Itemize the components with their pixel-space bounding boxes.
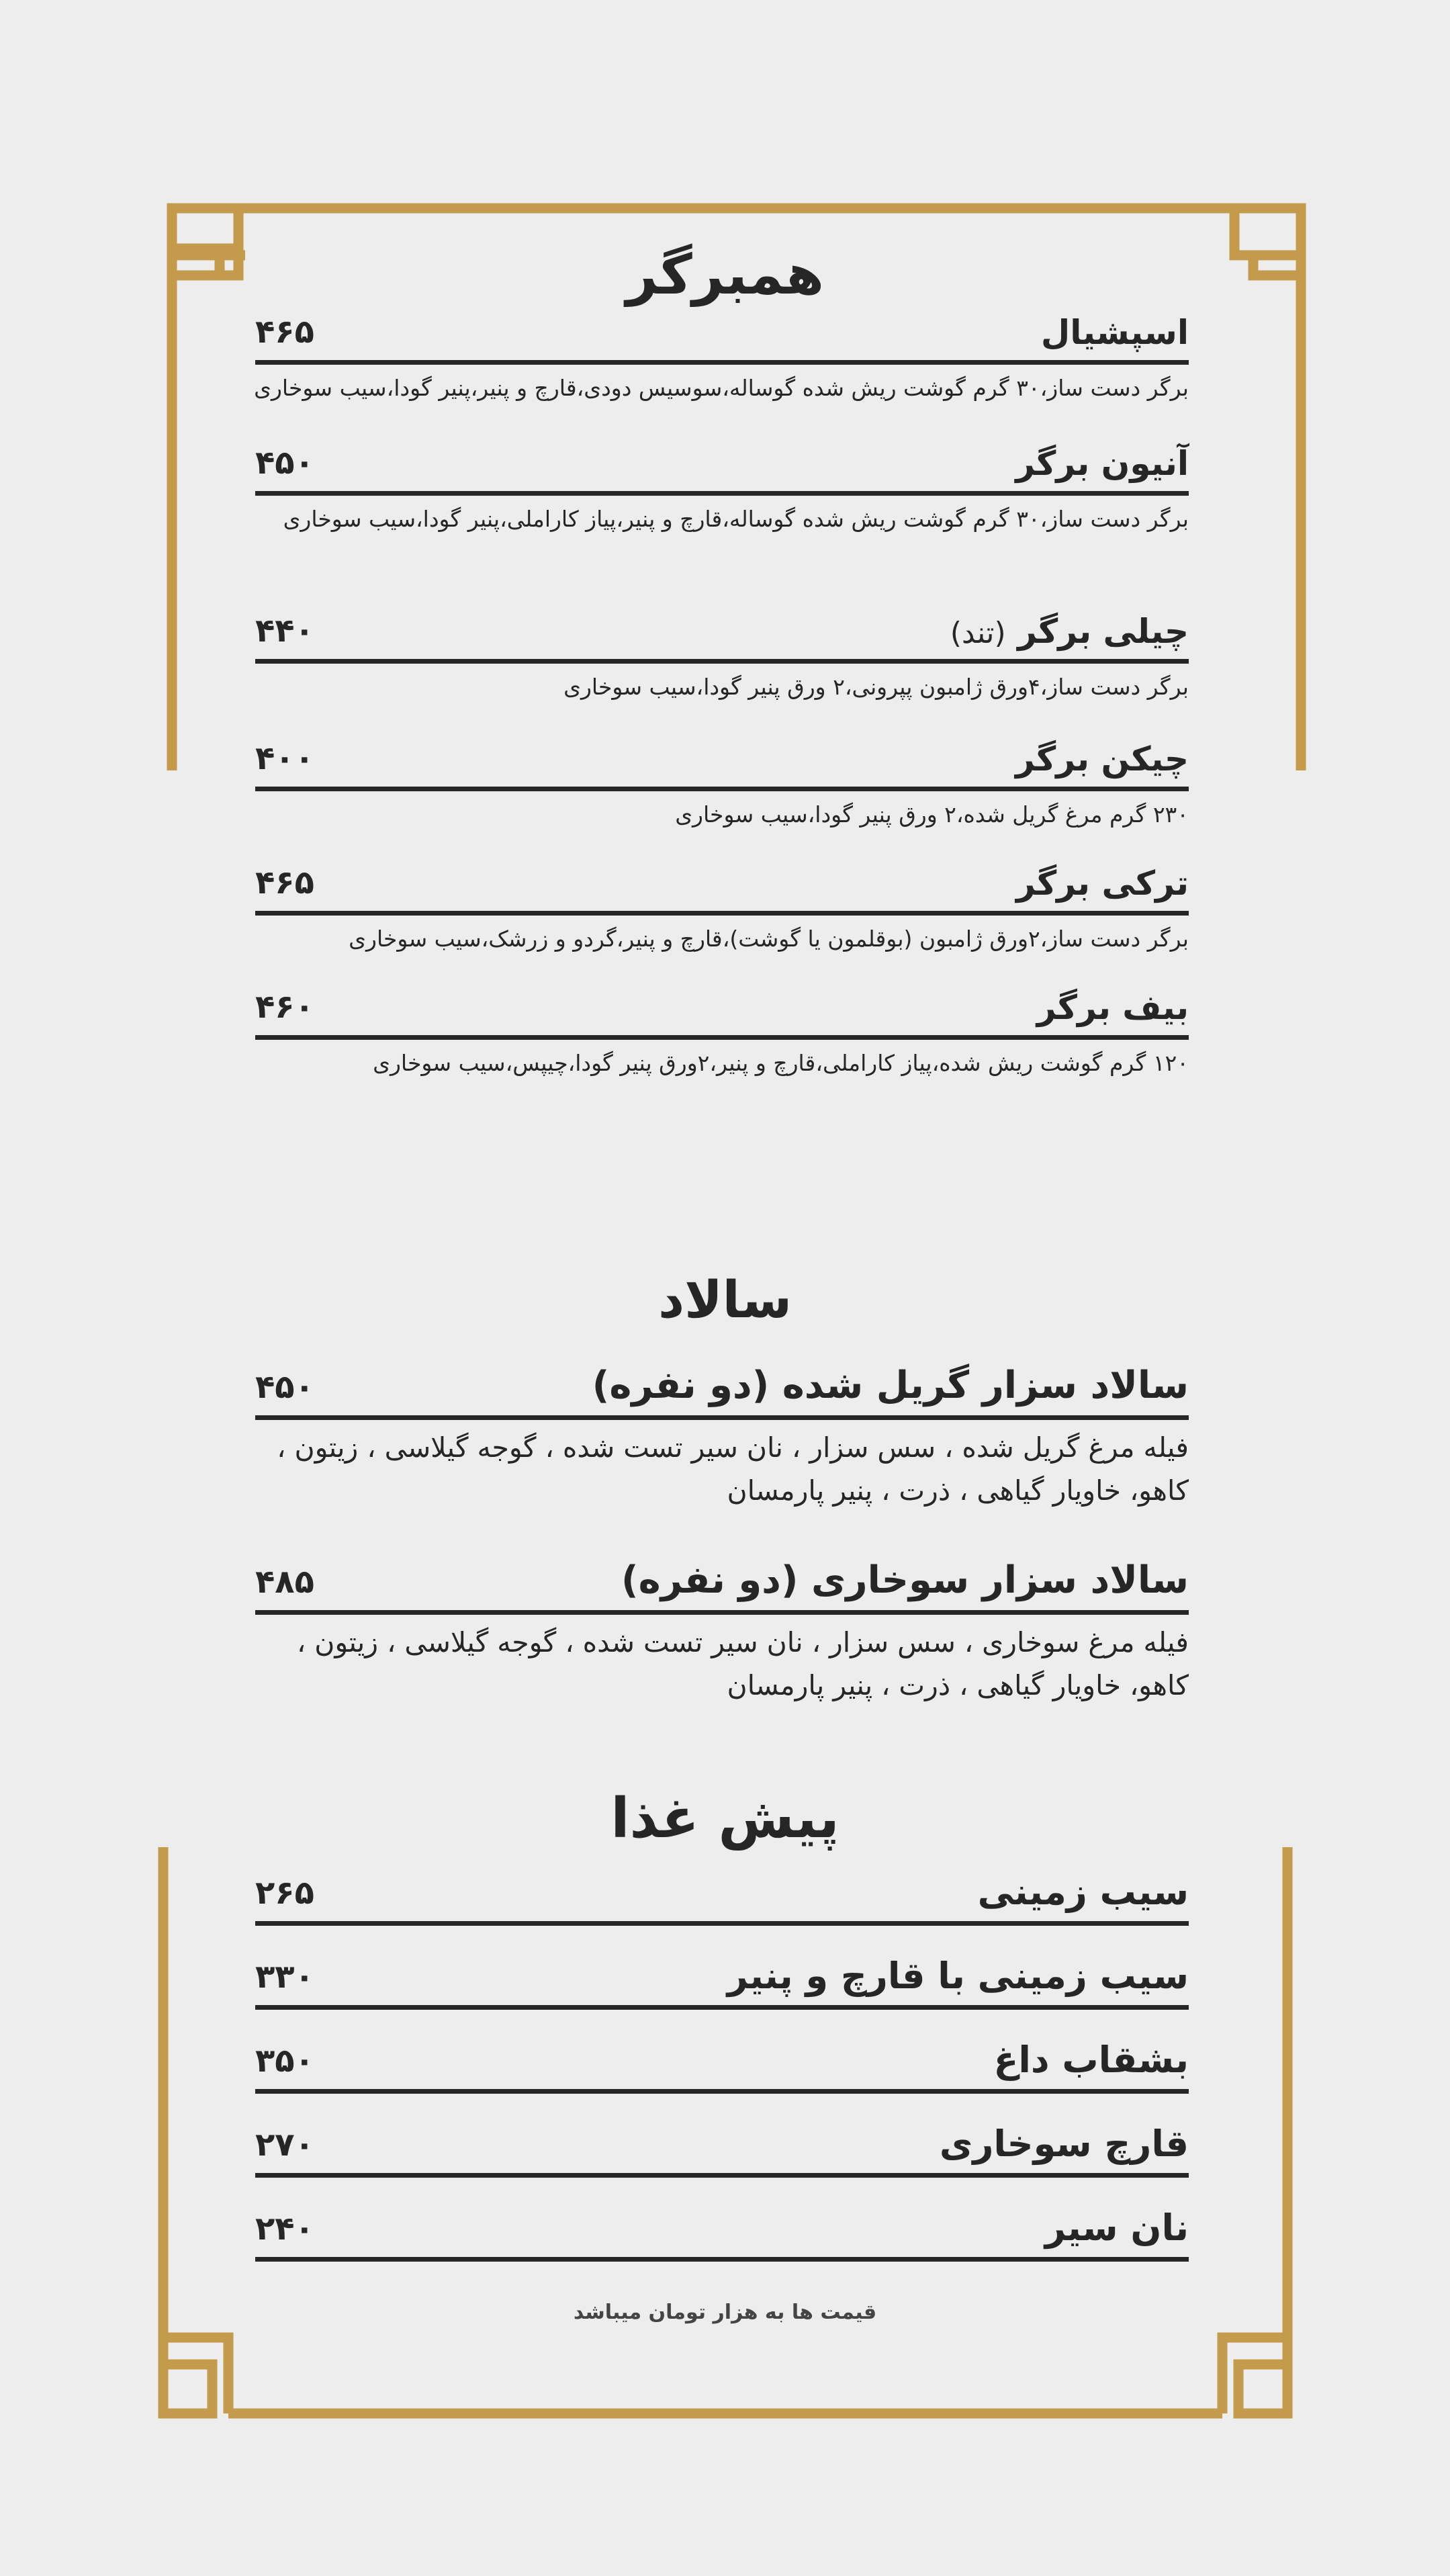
item-row: [255, 1364, 1189, 1420]
item-name: آنیون برگر: [1015, 444, 1189, 483]
item-name-note: (تند): [950, 616, 1006, 650]
item-name: قارچ سوخاری: [939, 2123, 1189, 2165]
item-price: ۴۶۰: [255, 988, 314, 1026]
item-description: برگر دست ساز،۳۰ گرم گوشت ریش شده گوساله،قارچ و پنیر،پیاز کاراملی،پنیر گودا،سیب سوخاری: [283, 506, 1189, 532]
item-name: ترکی برگر: [1015, 864, 1189, 903]
item-row: [255, 1558, 1189, 1615]
item-name: اسپشیال: [1040, 313, 1189, 352]
menu-item: [255, 444, 1189, 534]
item-description: برگر دست ساز،۴ورق ژامبون پپرونی،۲ ورق پنیر گودا،سیب سوخاری: [563, 674, 1189, 700]
item-price: ۴۶۵: [255, 313, 314, 351]
item-description: ۲۳۰ گرم مرغ گریل شده،۲ ورق پنیر گودا،سیب سوخاری: [675, 801, 1189, 828]
item-price: ۲۴۰: [255, 2210, 314, 2248]
item-row: [255, 313, 1189, 365]
item-price: ۴۴۰: [255, 612, 314, 650]
menu-item: [255, 1558, 1189, 1707]
item-name-text: چیلی برگر: [1017, 612, 1189, 651]
item-price: ۴۵۰: [255, 1368, 314, 1406]
item-description: برگر دست ساز،۲ورق ژامبون (بوقلمون یا گوشت)،قارچ و پنیر،گردو و زرشک،سیب سوخاری: [349, 926, 1189, 952]
item-name: سیب زمینی با قارچ و پنیر: [727, 1955, 1189, 1997]
item-description: فیله مرغ گریل شده ، سس سزار ، نان سیر تست شده ، گوجه گیلاسی ، زیتون ، کاهو، خاویار گیاهی ، ذرت ، پنیر پارمسان: [277, 1431, 1189, 1507]
price-footnote: قیمت ها به هزار تومان میباشد: [573, 2301, 877, 2324]
item-price: ۴۰۰: [255, 740, 314, 777]
item-name: چیکن برگر: [1015, 740, 1189, 779]
section-title-burgers: همبرگر: [625, 243, 824, 307]
item-price: ۲۷۰: [255, 2126, 314, 2164]
menu-item: [255, 1364, 1189, 1512]
item-name: [950, 612, 1189, 659]
item-row: [255, 988, 1189, 1040]
menu-item: [255, 1955, 1189, 2010]
menu-item: [254, 313, 1189, 403]
item-name: بیف برگر: [1036, 988, 1189, 1027]
item-price: ۴۶۵: [255, 864, 314, 901]
item-price: ۴۸۵: [255, 1563, 314, 1601]
item-description: فیله مرغ سوخاری ، سس سزار ، نان سیر تست شده ، گوجه گیلاسی ، زیتون ، کاهو، خاویار گیاهی ، ذرت ، پنیر پارمسان: [296, 1626, 1189, 1701]
item-row: [255, 612, 1189, 664]
menu-item: [255, 864, 1189, 954]
item-row: [255, 742, 1189, 791]
section-title-appetizers: پیش غذا: [610, 1787, 840, 1851]
item-name: سالاد سزار سوخاری (دو نفره): [621, 1558, 1189, 1602]
menu-item: [255, 1871, 1189, 1926]
item-description: ۱۲۰ گرم گوشت ریش شده،پیاز کاراملی،قارچ و پنیر،۲ورق پنیر گودا،چیپس،سیب سوخاری: [373, 1050, 1189, 1076]
item-price: ۲۶۵: [255, 1874, 314, 1912]
menu-item: [255, 612, 1189, 702]
item-name: سالاد سزار گریل شده (دو نفره): [592, 1364, 1189, 1407]
item-name: سیب زمینی: [977, 1871, 1189, 1913]
menu-item: [255, 742, 1189, 830]
item-row: [255, 2123, 1189, 2178]
item-name: بشقاب داغ: [993, 2039, 1189, 2081]
item-price: ۳۵۰: [255, 2042, 314, 2080]
item-name: نان سیر: [1044, 2207, 1189, 2249]
menu-item: [255, 2123, 1189, 2178]
item-row: [255, 1955, 1189, 2010]
item-row: [255, 2039, 1189, 2094]
item-row: [255, 1871, 1189, 1926]
menu-item: [255, 2207, 1189, 2262]
menu-item: [255, 2039, 1189, 2094]
item-description: برگر دست ساز،۳۰ گرم گوشت ریش شده گوساله،سوسیس دودی،قارچ و پنیر،پنیر گودا،سیب سوخاری: [254, 375, 1189, 401]
item-row: [255, 864, 1189, 916]
section-title-salads: سالاد: [658, 1270, 792, 1329]
item-row: [255, 444, 1189, 496]
item-price: ۴۵۰: [255, 444, 314, 482]
item-price: ۳۳۰: [255, 1958, 314, 1996]
menu-item: [255, 988, 1189, 1078]
item-row: [255, 2207, 1189, 2262]
